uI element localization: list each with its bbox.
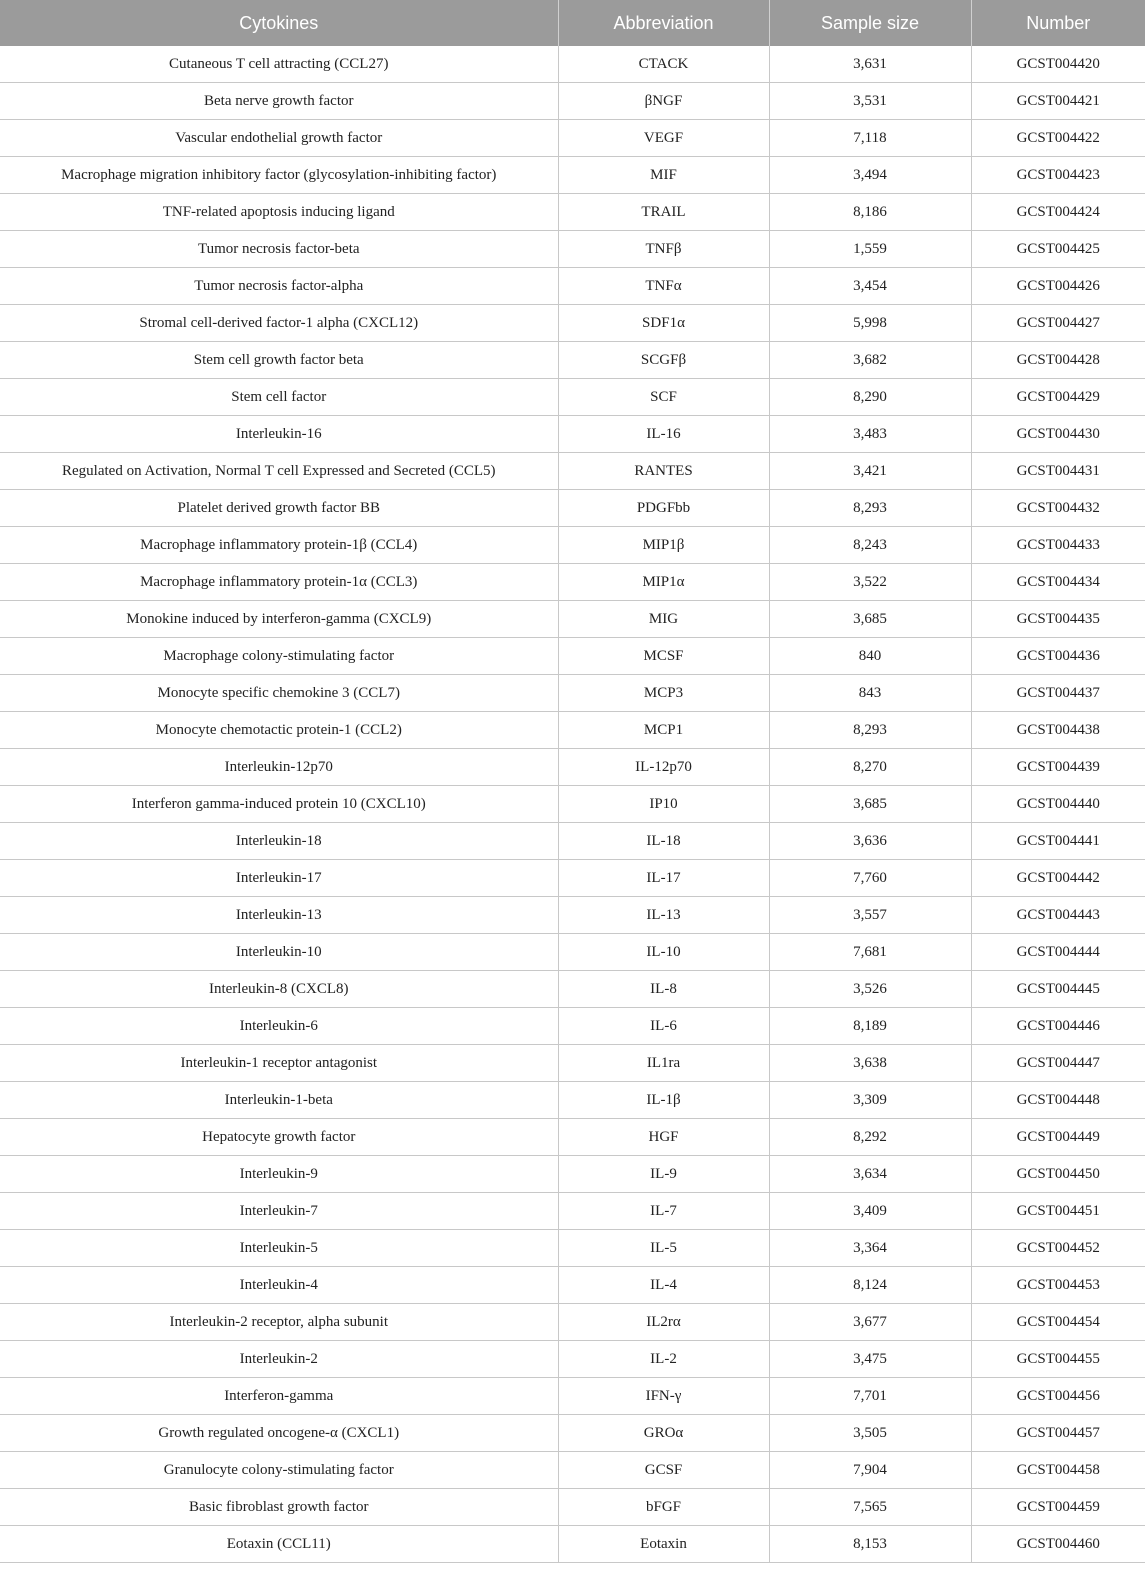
cell-number: GCST004437 bbox=[971, 675, 1145, 712]
cell-sample-size: 7,701 bbox=[769, 1378, 971, 1415]
cell-abbreviation: bFGF bbox=[558, 1489, 769, 1526]
cell-sample-size: 7,760 bbox=[769, 860, 971, 897]
cell-sample-size: 8,292 bbox=[769, 1119, 971, 1156]
cell-sample-size: 3,421 bbox=[769, 453, 971, 490]
table-row bbox=[0, 268, 1145, 305]
cell-abbreviation: MCP3 bbox=[558, 675, 769, 712]
cell-sample-size: 8,243 bbox=[769, 527, 971, 564]
cell-sample-size: 3,483 bbox=[769, 416, 971, 453]
table-row bbox=[0, 416, 1145, 453]
table-row bbox=[0, 1304, 1145, 1341]
table-row bbox=[0, 342, 1145, 379]
cell-number: GCST004421 bbox=[971, 83, 1145, 120]
cell-abbreviation: IL-5 bbox=[558, 1230, 769, 1267]
cell-abbreviation: IL-6 bbox=[558, 1008, 769, 1045]
cell-sample-size: 7,904 bbox=[769, 1452, 971, 1489]
cell-number: GCST004434 bbox=[971, 564, 1145, 601]
header-row bbox=[0, 0, 1145, 46]
cell-number: GCST004443 bbox=[971, 897, 1145, 934]
table-row bbox=[0, 120, 1145, 157]
cell-number: GCST004431 bbox=[971, 453, 1145, 490]
cell-cytokine: Interleukin-1-beta bbox=[0, 1082, 558, 1119]
cell-cytokine: Basic fibroblast growth factor bbox=[0, 1489, 558, 1526]
cell-cytokine: Interleukin-17 bbox=[0, 860, 558, 897]
cell-sample-size: 7,118 bbox=[769, 120, 971, 157]
cell-abbreviation: Eotaxin bbox=[558, 1526, 769, 1563]
cell-number: GCST004425 bbox=[971, 231, 1145, 268]
cell-number: GCST004445 bbox=[971, 971, 1145, 1008]
cell-sample-size: 8,186 bbox=[769, 194, 971, 231]
cell-number: GCST004439 bbox=[971, 749, 1145, 786]
cell-abbreviation: MIP1α bbox=[558, 564, 769, 601]
cell-number: GCST004440 bbox=[971, 786, 1145, 823]
cell-sample-size: 3,309 bbox=[769, 1082, 971, 1119]
cell-abbreviation: TNFβ bbox=[558, 231, 769, 268]
cell-abbreviation: IL-13 bbox=[558, 897, 769, 934]
table-row bbox=[0, 379, 1145, 416]
cell-number: GCST004450 bbox=[971, 1156, 1145, 1193]
cell-abbreviation: MIP1β bbox=[558, 527, 769, 564]
table-row bbox=[0, 46, 1145, 83]
table-row bbox=[0, 749, 1145, 786]
table-row bbox=[0, 453, 1145, 490]
cell-sample-size: 3,494 bbox=[769, 157, 971, 194]
cell-number: GCST004435 bbox=[971, 601, 1145, 638]
cell-cytokine: Interleukin-4 bbox=[0, 1267, 558, 1304]
cell-number: GCST004449 bbox=[971, 1119, 1145, 1156]
cell-abbreviation: IP10 bbox=[558, 786, 769, 823]
cell-number: GCST004420 bbox=[971, 46, 1145, 83]
cell-number: GCST004433 bbox=[971, 527, 1145, 564]
cell-number: GCST004458 bbox=[971, 1452, 1145, 1489]
cell-abbreviation: IL-9 bbox=[558, 1156, 769, 1193]
cell-abbreviation: TRAIL bbox=[558, 194, 769, 231]
cell-abbreviation: IL2rα bbox=[558, 1304, 769, 1341]
cell-abbreviation: IL-7 bbox=[558, 1193, 769, 1230]
table-row bbox=[0, 860, 1145, 897]
cell-number: GCST004422 bbox=[971, 120, 1145, 157]
table-row bbox=[0, 1119, 1145, 1156]
cell-sample-size: 3,677 bbox=[769, 1304, 971, 1341]
table-row bbox=[0, 1008, 1145, 1045]
cell-cytokine: Monocyte chemotactic protein-1 (CCL2) bbox=[0, 712, 558, 749]
cell-cytokine: Interleukin-9 bbox=[0, 1156, 558, 1193]
cell-abbreviation: PDGFbb bbox=[558, 490, 769, 527]
cell-sample-size: 1,559 bbox=[769, 231, 971, 268]
cell-cytokine: Interleukin-16 bbox=[0, 416, 558, 453]
cell-cytokine: Monokine induced by interferon-gamma (CXCL9) bbox=[0, 601, 558, 638]
table-row bbox=[0, 157, 1145, 194]
table-row bbox=[0, 564, 1145, 601]
cell-number: GCST004427 bbox=[971, 305, 1145, 342]
cell-cytokine: Beta nerve growth factor bbox=[0, 83, 558, 120]
cell-sample-size: 3,634 bbox=[769, 1156, 971, 1193]
cell-sample-size: 3,638 bbox=[769, 1045, 971, 1082]
table-row bbox=[0, 1452, 1145, 1489]
cell-sample-size: 7,565 bbox=[769, 1489, 971, 1526]
cell-number: GCST004447 bbox=[971, 1045, 1145, 1082]
cell-sample-size: 8,293 bbox=[769, 490, 971, 527]
cell-sample-size: 3,526 bbox=[769, 971, 971, 1008]
table-row bbox=[0, 1193, 1145, 1230]
header-abbreviation: Abbreviation bbox=[558, 0, 769, 46]
cell-number: GCST004459 bbox=[971, 1489, 1145, 1526]
cell-sample-size: 8,270 bbox=[769, 749, 971, 786]
table-row bbox=[0, 490, 1145, 527]
cell-abbreviation: GROα bbox=[558, 1415, 769, 1452]
cell-abbreviation: MIG bbox=[558, 601, 769, 638]
cell-cytokine: Interferon gamma-induced protein 10 (CXCL10) bbox=[0, 786, 558, 823]
cell-cytokine: Tumor necrosis factor-alpha bbox=[0, 268, 558, 305]
cell-number: GCST004428 bbox=[971, 342, 1145, 379]
cell-cytokine: Granulocyte colony-stimulating factor bbox=[0, 1452, 558, 1489]
cell-cytokine: Cutaneous T cell attracting (CCL27) bbox=[0, 46, 558, 83]
table-row bbox=[0, 1156, 1145, 1193]
cell-sample-size: 3,531 bbox=[769, 83, 971, 120]
cell-sample-size: 3,682 bbox=[769, 342, 971, 379]
table-row bbox=[0, 1045, 1145, 1082]
cell-abbreviation: GCSF bbox=[558, 1452, 769, 1489]
table-row bbox=[0, 712, 1145, 749]
cell-number: GCST004432 bbox=[971, 490, 1145, 527]
cell-number: GCST004448 bbox=[971, 1082, 1145, 1119]
header-number: Number bbox=[971, 0, 1145, 46]
cell-number: GCST004436 bbox=[971, 638, 1145, 675]
cell-abbreviation: TNFα bbox=[558, 268, 769, 305]
table-row bbox=[0, 1341, 1145, 1378]
table-row bbox=[0, 1082, 1145, 1119]
cell-sample-size: 3,454 bbox=[769, 268, 971, 305]
cell-cytokine: Interleukin-6 bbox=[0, 1008, 558, 1045]
cell-abbreviation: SCGFβ bbox=[558, 342, 769, 379]
cell-abbreviation: IL-10 bbox=[558, 934, 769, 971]
cell-sample-size: 3,522 bbox=[769, 564, 971, 601]
table-row bbox=[0, 1378, 1145, 1415]
table-row bbox=[0, 971, 1145, 1008]
cell-cytokine: Interleukin-7 bbox=[0, 1193, 558, 1230]
cell-sample-size: 3,557 bbox=[769, 897, 971, 934]
cell-cytokine: Hepatocyte growth factor bbox=[0, 1119, 558, 1156]
cell-cytokine: Macrophage colony-stimulating factor bbox=[0, 638, 558, 675]
cell-abbreviation: IFN-γ bbox=[558, 1378, 769, 1415]
cell-sample-size: 3,636 bbox=[769, 823, 971, 860]
cell-sample-size: 3,631 bbox=[769, 46, 971, 83]
cell-abbreviation: IL-17 bbox=[558, 860, 769, 897]
cell-sample-size: 843 bbox=[769, 675, 971, 712]
cell-abbreviation: VEGF bbox=[558, 120, 769, 157]
cell-sample-size: 8,189 bbox=[769, 1008, 971, 1045]
table-row bbox=[0, 601, 1145, 638]
cell-abbreviation: βNGF bbox=[558, 83, 769, 120]
table-row bbox=[0, 1526, 1145, 1563]
table-row bbox=[0, 786, 1145, 823]
cell-cytokine: Monocyte specific chemokine 3 (CCL7) bbox=[0, 675, 558, 712]
cell-cytokine: Interleukin-5 bbox=[0, 1230, 558, 1267]
cell-cytokine: Growth regulated oncogene-α (CXCL1) bbox=[0, 1415, 558, 1452]
table-row bbox=[0, 1230, 1145, 1267]
cell-abbreviation: IL-1β bbox=[558, 1082, 769, 1119]
cell-number: GCST004460 bbox=[971, 1526, 1145, 1563]
table-row bbox=[0, 83, 1145, 120]
cell-abbreviation: HGF bbox=[558, 1119, 769, 1156]
cell-cytokine: Eotaxin (CCL11) bbox=[0, 1526, 558, 1563]
header-sample-size: Sample size bbox=[769, 0, 971, 46]
cell-number: GCST004444 bbox=[971, 934, 1145, 971]
cell-abbreviation: IL-8 bbox=[558, 971, 769, 1008]
cell-abbreviation: MCP1 bbox=[558, 712, 769, 749]
cell-abbreviation: IL-18 bbox=[558, 823, 769, 860]
cell-number: GCST004429 bbox=[971, 379, 1145, 416]
cell-abbreviation: IL1ra bbox=[558, 1045, 769, 1082]
cell-number: GCST004452 bbox=[971, 1230, 1145, 1267]
cell-abbreviation: IL-16 bbox=[558, 416, 769, 453]
cell-number: GCST004424 bbox=[971, 194, 1145, 231]
cell-cytokine: Macrophage migration inhibitory factor (glycosylation-inhibiting factor) bbox=[0, 157, 558, 194]
cell-cytokine: Interferon-gamma bbox=[0, 1378, 558, 1415]
cell-number: GCST004441 bbox=[971, 823, 1145, 860]
cell-abbreviation: IL-12p70 bbox=[558, 749, 769, 786]
cell-sample-size: 8,293 bbox=[769, 712, 971, 749]
table-body bbox=[0, 46, 1145, 1563]
table-row bbox=[0, 934, 1145, 971]
cell-abbreviation: MCSF bbox=[558, 638, 769, 675]
cell-abbreviation: MIF bbox=[558, 157, 769, 194]
table-row bbox=[0, 231, 1145, 268]
cell-abbreviation: RANTES bbox=[558, 453, 769, 490]
table-row bbox=[0, 305, 1145, 342]
table-row bbox=[0, 527, 1145, 564]
cell-cytokine: Interleukin-13 bbox=[0, 897, 558, 934]
cell-cytokine: Interleukin-2 bbox=[0, 1341, 558, 1378]
cell-abbreviation: IL-4 bbox=[558, 1267, 769, 1304]
cell-number: GCST004426 bbox=[971, 268, 1145, 305]
cell-sample-size: 3,364 bbox=[769, 1230, 971, 1267]
cell-sample-size: 3,685 bbox=[769, 601, 971, 638]
cell-cytokine: Interleukin-18 bbox=[0, 823, 558, 860]
cell-number: GCST004438 bbox=[971, 712, 1145, 749]
cell-cytokine: Interleukin-10 bbox=[0, 934, 558, 971]
cell-number: GCST004423 bbox=[971, 157, 1145, 194]
cell-number: GCST004453 bbox=[971, 1267, 1145, 1304]
cell-abbreviation: CTACK bbox=[558, 46, 769, 83]
table-row bbox=[0, 897, 1145, 934]
table-row bbox=[0, 823, 1145, 860]
cell-cytokine: Stem cell factor bbox=[0, 379, 558, 416]
cell-abbreviation: IL-2 bbox=[558, 1341, 769, 1378]
table-row bbox=[0, 1489, 1145, 1526]
table-row bbox=[0, 675, 1145, 712]
cell-cytokine: Interleukin-12p70 bbox=[0, 749, 558, 786]
cell-cytokine: TNF-related apoptosis inducing ligand bbox=[0, 194, 558, 231]
table-row bbox=[0, 638, 1145, 675]
cell-sample-size: 3,409 bbox=[769, 1193, 971, 1230]
cell-cytokine: Interleukin-2 receptor, alpha subunit bbox=[0, 1304, 558, 1341]
cell-cytokine: Macrophage inflammatory protein-1β (CCL4) bbox=[0, 527, 558, 564]
cell-sample-size: 5,998 bbox=[769, 305, 971, 342]
cell-cytokine: Stem cell growth factor beta bbox=[0, 342, 558, 379]
cell-sample-size: 8,124 bbox=[769, 1267, 971, 1304]
table-row bbox=[0, 1267, 1145, 1304]
cell-cytokine: Interleukin-1 receptor antagonist bbox=[0, 1045, 558, 1082]
cell-cytokine: Vascular endothelial growth factor bbox=[0, 120, 558, 157]
cell-number: GCST004442 bbox=[971, 860, 1145, 897]
cell-sample-size: 3,475 bbox=[769, 1341, 971, 1378]
cell-abbreviation: SCF bbox=[558, 379, 769, 416]
cell-sample-size: 840 bbox=[769, 638, 971, 675]
cell-number: GCST004457 bbox=[971, 1415, 1145, 1452]
cell-sample-size: 3,505 bbox=[769, 1415, 971, 1452]
cell-cytokine: Stromal cell-derived factor-1 alpha (CXCL12) bbox=[0, 305, 558, 342]
cell-sample-size: 3,685 bbox=[769, 786, 971, 823]
cell-cytokine: Macrophage inflammatory protein-1α (CCL3) bbox=[0, 564, 558, 601]
table-row bbox=[0, 1415, 1145, 1452]
cell-sample-size: 8,153 bbox=[769, 1526, 971, 1563]
cell-sample-size: 7,681 bbox=[769, 934, 971, 971]
cell-number: GCST004456 bbox=[971, 1378, 1145, 1415]
cell-number: GCST004454 bbox=[971, 1304, 1145, 1341]
cell-number: GCST004455 bbox=[971, 1341, 1145, 1378]
cell-cytokine: Interleukin-8 (CXCL8) bbox=[0, 971, 558, 1008]
cell-cytokine: Regulated on Activation, Normal T cell Expressed and Secreted (CCL5) bbox=[0, 453, 558, 490]
cell-abbreviation: SDF1α bbox=[558, 305, 769, 342]
cell-number: GCST004446 bbox=[971, 1008, 1145, 1045]
header-cytokines: Cytokines bbox=[0, 0, 558, 46]
table-header bbox=[0, 0, 1145, 46]
table-row bbox=[0, 194, 1145, 231]
cell-number: GCST004430 bbox=[971, 416, 1145, 453]
cell-cytokine: Platelet derived growth factor BB bbox=[0, 490, 558, 527]
cell-sample-size: 8,290 bbox=[769, 379, 971, 416]
cell-number: GCST004451 bbox=[971, 1193, 1145, 1230]
cell-cytokine: Tumor necrosis factor-beta bbox=[0, 231, 558, 268]
